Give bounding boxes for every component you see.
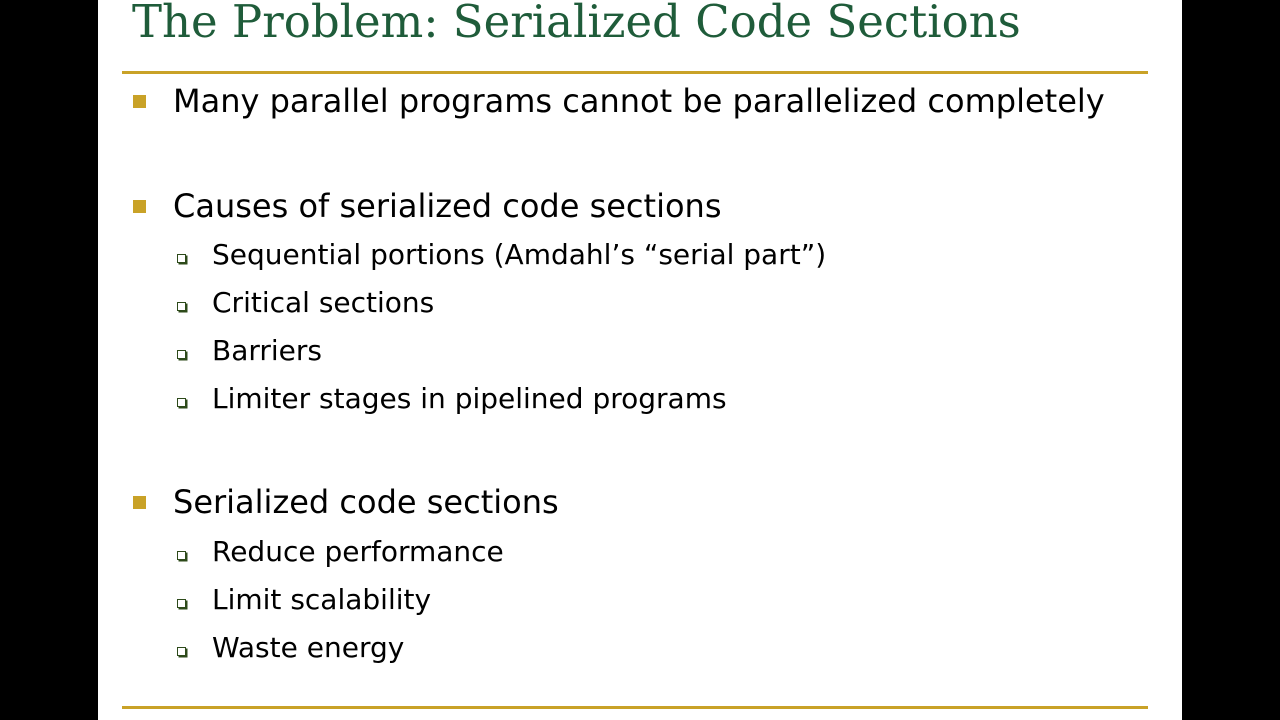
box-bullet-icon: [177, 398, 186, 407]
bullet-text: Serialized code sections: [173, 483, 559, 521]
sub-bullet-text: Limit scalability: [212, 583, 432, 616]
sub-bullet-text: Sequential portions (Amdahl’s “serial part”): [212, 238, 827, 271]
box-bullet-icon: [177, 350, 186, 359]
slide-title: The Problem: Serialized Code Sections: [132, 0, 1021, 48]
slide: [98, 0, 1182, 720]
sub-bullet-text: Critical sections: [212, 286, 435, 319]
square-bullet-icon: [133, 95, 146, 108]
box-bullet-icon: [177, 647, 186, 656]
square-bullet-icon: [133, 496, 146, 509]
sub-bullet-text: Barriers: [212, 334, 323, 367]
footer-divider: [122, 706, 1148, 709]
sub-bullet-text: Waste energy: [212, 631, 405, 664]
bullet-text: Many parallel programs cannot be parallelized completely: [173, 82, 1105, 120]
sub-bullet-text: Reduce performance: [212, 535, 504, 568]
box-bullet-icon: [177, 551, 186, 560]
sub-bullet-text: Limiter stages in pipelined programs: [212, 382, 727, 415]
box-bullet-icon: [177, 599, 186, 608]
bullet-text: Causes of serialized code sections: [173, 187, 722, 225]
box-bullet-icon: [177, 254, 186, 263]
title-divider: [122, 71, 1148, 74]
box-bullet-icon: [177, 302, 186, 311]
square-bullet-icon: [133, 200, 146, 213]
